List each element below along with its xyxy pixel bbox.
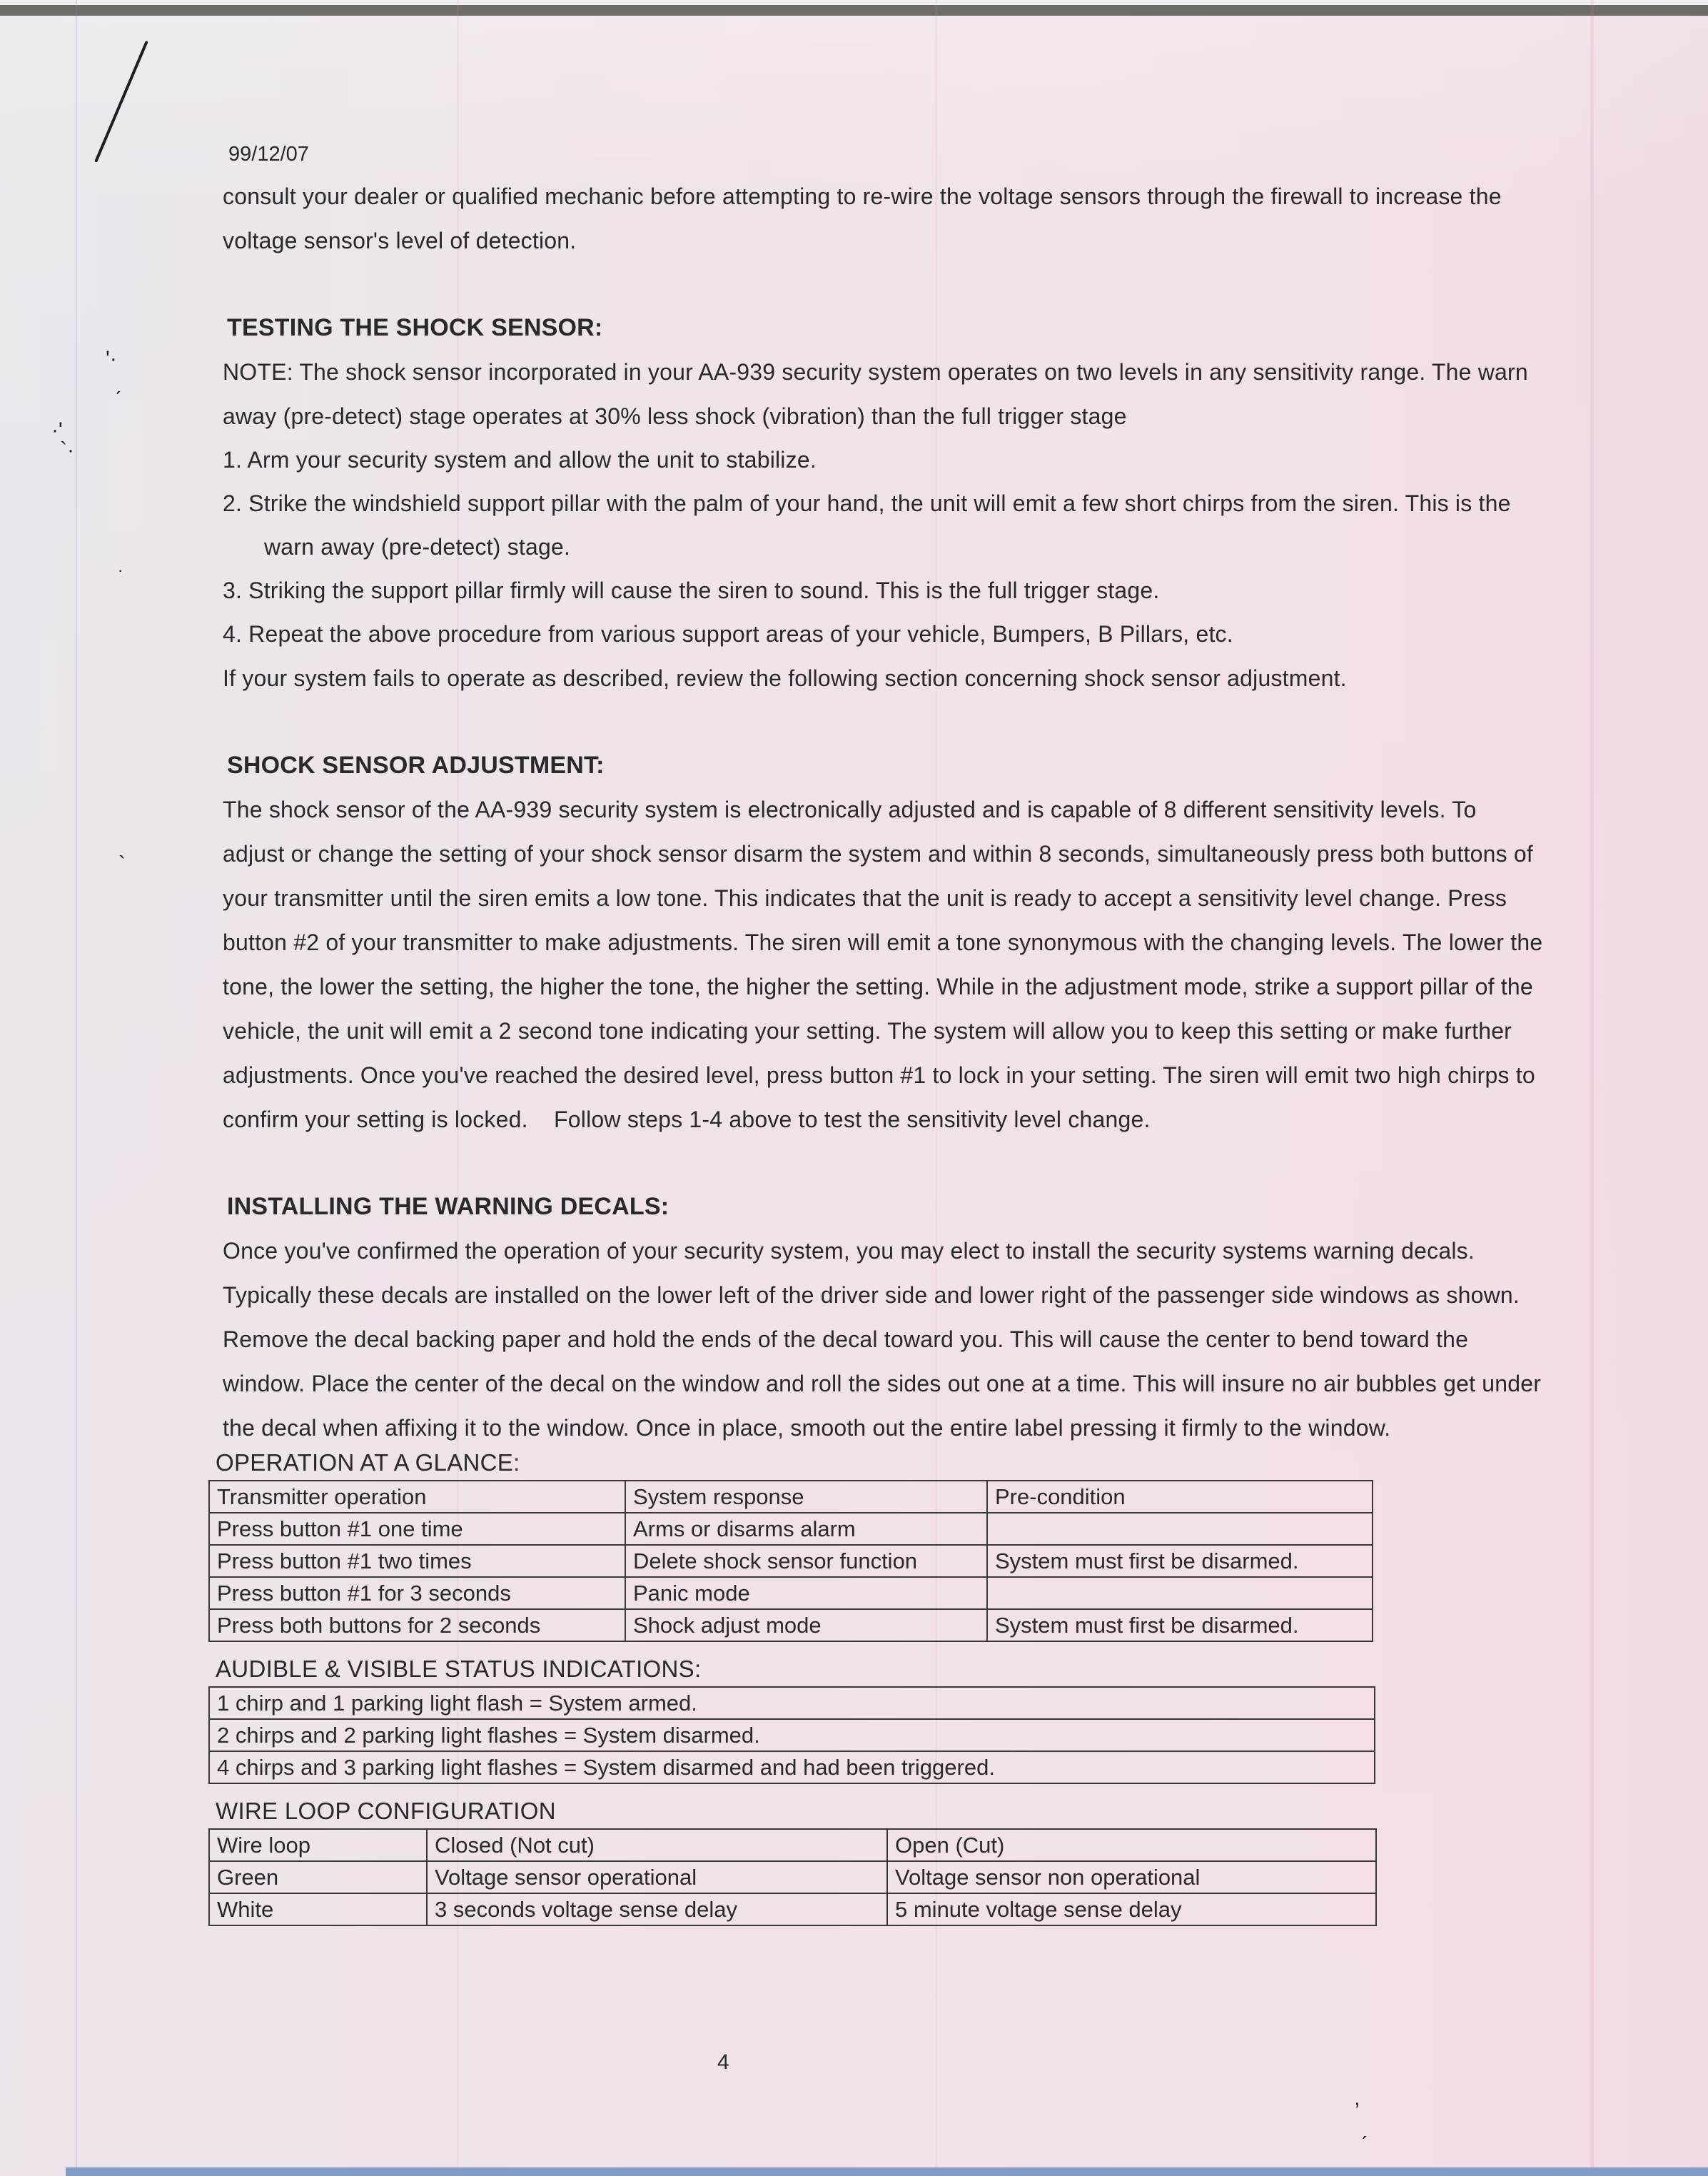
table-row bbox=[209, 1719, 1375, 1751]
table-cell: 2 chirps and 2 parking light flashes = System disarmed. bbox=[209, 1719, 1375, 1751]
table-row bbox=[209, 1609, 1373, 1641]
table-cell: Voltage sensor non operational bbox=[887, 1861, 1376, 1893]
table-cell bbox=[987, 1513, 1373, 1545]
table-header-cell: Wire loop bbox=[209, 1829, 427, 1861]
document-date: 99/12/07 bbox=[228, 143, 309, 166]
table-cell: 1 chirp and 1 parking light flash = System armed. bbox=[209, 1687, 1375, 1719]
table-row bbox=[209, 1751, 1375, 1783]
table-header-cell: System response bbox=[625, 1481, 987, 1513]
wireloop-heading: WIRE LOOP CONFIGURATION bbox=[216, 1798, 556, 1824]
table-cell: Delete shock sensor function bbox=[625, 1545, 987, 1577]
table-cell: Press button #1 for 3 seconds bbox=[209, 1577, 625, 1609]
table-cell: Press button #1 one time bbox=[209, 1513, 625, 1545]
table-cell: Arms or disarms alarm bbox=[625, 1513, 987, 1545]
table-cell: 5 minute voltage sense delay bbox=[887, 1893, 1376, 1925]
table-cell: 3 seconds voltage sense delay bbox=[427, 1893, 887, 1925]
table-cell: Green bbox=[209, 1861, 427, 1893]
table-cell: Press button #1 two times bbox=[209, 1545, 625, 1577]
table-header-cell: Closed (Not cut) bbox=[427, 1829, 887, 1861]
testing-note: NOTE: The shock sensor incorporated in your AA-939 security system operates on two levels in any sensitivity range. The warn away (pre-detect) stage operates at 30% less shock (vibration) than the full trigger stage bbox=[223, 359, 1528, 429]
section-heading-decals: INSTALLING THE WARNING DECALS: bbox=[227, 1193, 669, 1220]
table-row bbox=[209, 1893, 1376, 1925]
ink-speck: ˏ bbox=[114, 371, 121, 395]
list-item: 4. Repeat the above procedure from various support areas of your vehicle, Bumpers, B Pillars, etc. bbox=[223, 621, 1233, 647]
table-cell: White bbox=[209, 1893, 427, 1925]
table-cell: System must first be disarmed. bbox=[987, 1609, 1373, 1641]
table-header-row bbox=[209, 1481, 1373, 1513]
ink-speck: ’ bbox=[1355, 2099, 1360, 2122]
testing-footer: If your system fails to operate as described, review the following section concerning shock sensor adjustment. bbox=[223, 665, 1347, 691]
table-row bbox=[209, 1545, 1373, 1577]
section-heading-adjustment: SHOCK SENSOR ADJUSTMENT: bbox=[227, 752, 605, 779]
scan-bottom-band bbox=[66, 2167, 1708, 2176]
table-cell: System must first be disarmed. bbox=[987, 1545, 1373, 1577]
glance-heading: OPERATION AT A GLANCE: bbox=[216, 1449, 520, 1476]
table-cell: Press both buttons for 2 seconds bbox=[209, 1609, 625, 1641]
table-cell: Panic mode bbox=[625, 1577, 987, 1609]
table-header-cell: Open (Cut) bbox=[887, 1829, 1376, 1861]
ink-speck: ·' bbox=[51, 418, 63, 442]
ink-speck: '· bbox=[106, 347, 117, 371]
status-indications-table bbox=[208, 1686, 1375, 1784]
adjustment-paragraph: The shock sensor of the AA-939 security system is electronically adjusted and is capable of 8 different sensitivity levels. To adjust or change the setting of your shock sensor disarm the system and within 8 seconds, simultaneously press both buttons of your transmitter until the siren emits a low tone. This indicates that the unit is ready to accept a sensitivity level change. Press button #2 of your transmitter to make adjustments. The siren will emit a tone synonymous with the changing levels. The lower the tone, the lower the setting, the higher the tone, the higher the setting. While in the adjustment mode, strike a support pillar of the vehicle, the unit will emit a 2 second tone indicating your setting. The system will allow you to keep this setting or make further adjustments. Once you've reached the desired level, press button #1 to lock in your setting. The siren will emit two high chirps to confirm your setting is locked. Follow steps 1-4 above to test the sensitivity level change. bbox=[223, 797, 1550, 1132]
table-row bbox=[209, 1861, 1376, 1893]
table-header-row bbox=[209, 1829, 1376, 1861]
table-cell: Shock adjust mode bbox=[625, 1609, 987, 1641]
ink-speck: · bbox=[118, 561, 123, 579]
wire-loop-table bbox=[208, 1828, 1377, 1926]
ink-speck: `· bbox=[60, 438, 74, 462]
decals-paragraph: Once you've confirmed the operation of your security system, you may elect to install the security systems warning decals. Typically these decals are installed on the lower left of the driver side and lower right of the passenger side windows as shown. Remove the decal backing paper and hold the ends of the decal toward you. This will cause the center to bend toward the window. Place the center of the decal on the window and roll the sides out one at a time. This will insure no air bubbles get under the decal when affixing it to the window. Once in place, smooth out the entire label pressing it firmly to the window. bbox=[223, 1238, 1542, 1441]
table-row bbox=[209, 1513, 1373, 1545]
list-item: 3. Striking the support pillar firmly will cause the siren to sound. This is the full trigger stage. bbox=[223, 578, 1160, 603]
list-item: 2. Strike the windshield support pillar with the palm of your hand, the unit will emit a few short chirps from the siren. This is the warn away (pre-detect) stage. bbox=[223, 490, 1511, 560]
ink-speck: ` bbox=[118, 852, 126, 876]
page-number: 4 bbox=[717, 2050, 729, 2074]
operation-glance-table bbox=[208, 1480, 1373, 1642]
table-header-cell: Transmitter operation bbox=[209, 1481, 625, 1513]
testing-steps-list bbox=[223, 438, 1543, 656]
table-cell: Voltage sensor operational bbox=[427, 1861, 887, 1893]
section-heading-testing: TESTING THE SHOCK SENSOR: bbox=[227, 314, 603, 341]
list-item: 1. Arm your security system and allow the unit to stabilize. bbox=[223, 447, 817, 473]
table-header-cell: Pre-condition bbox=[987, 1481, 1373, 1513]
table-cell: 4 chirps and 3 parking light flashes = System disarmed and had been triggered. bbox=[209, 1751, 1375, 1783]
table-cell bbox=[987, 1577, 1373, 1609]
status-heading: AUDIBLE & VISIBLE STATUS INDICATIONS: bbox=[216, 1656, 702, 1682]
table-row bbox=[209, 1687, 1375, 1719]
table-row bbox=[209, 1577, 1373, 1609]
intro-paragraph: consult your dealer or qualified mechanic before attempting to re-wire the voltage sensors through the firewall to increase the voltage sensor's level of detection. bbox=[223, 183, 1502, 253]
ink-speck: ˏ bbox=[1360, 2116, 1368, 2140]
